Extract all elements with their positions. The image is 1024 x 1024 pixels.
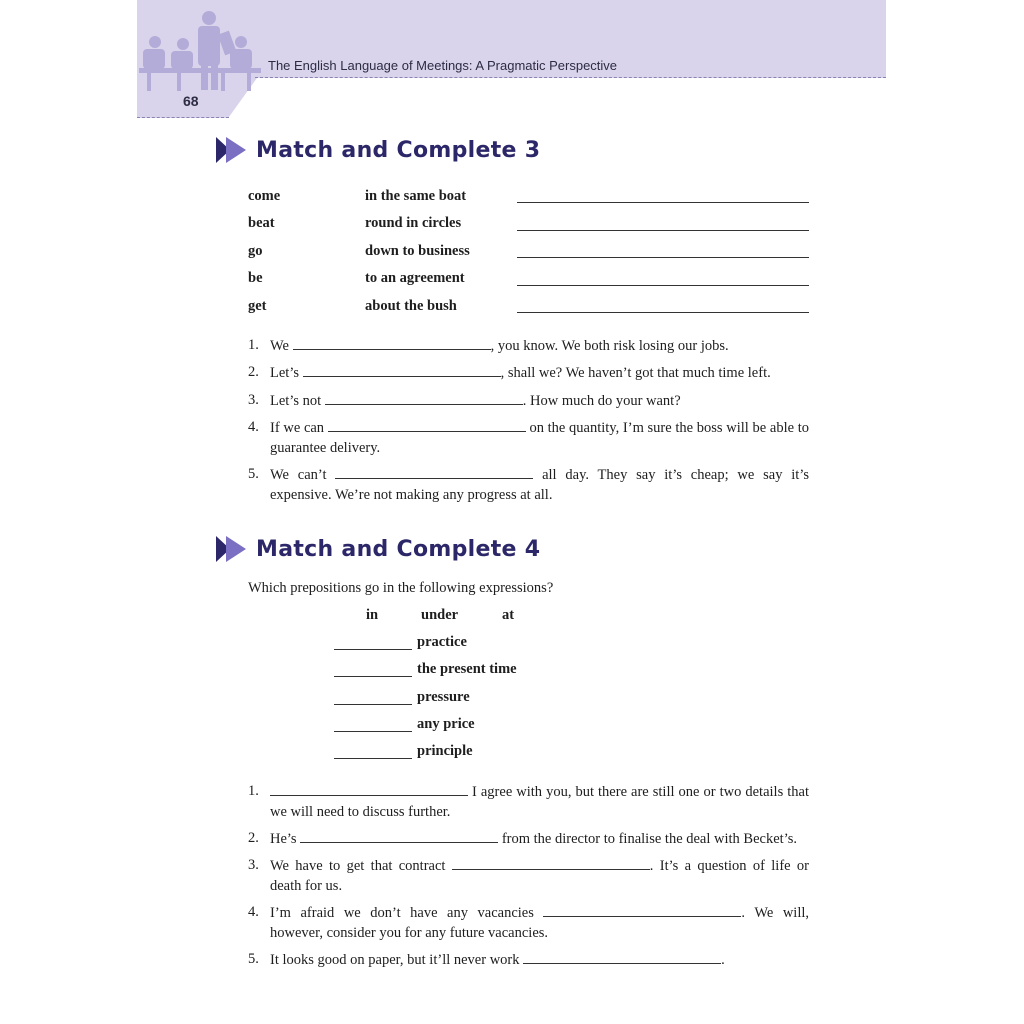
preposition-under: under	[421, 607, 459, 623]
exercise-item: 2. He’s from the director to finalise the deal with Becket’s.	[248, 830, 797, 847]
exercise-item: 5. We can’t all day. They say it’s cheap; we say it’s expensive. We’re not making any progress at all.	[248, 466, 809, 503]
match-right-1: in the same boat	[365, 188, 467, 204]
answer-blank[interactable]	[334, 635, 412, 650]
expression-1: practice	[417, 634, 467, 650]
exercise-item: 4. If we can on the quantity, I’m sure the boss will be able to guarantee delivery.	[248, 419, 809, 456]
preposition-in: in	[366, 607, 379, 623]
double-arrow-icon	[216, 536, 252, 562]
answer-blank[interactable]	[325, 390, 523, 405]
exercise-item: 5. It looks good on paper, but it’ll never work .	[248, 951, 725, 968]
answer-blank[interactable]	[300, 828, 498, 843]
answer-blank[interactable]	[335, 464, 533, 479]
match-right-2: round in circles	[365, 215, 462, 231]
match-left-2: beat	[248, 215, 275, 231]
match-left-5: get	[248, 298, 267, 314]
expression-4: any price	[417, 716, 475, 732]
document-page	[137, 0, 886, 1024]
match-left-3: go	[248, 243, 263, 259]
section-title: Match and Complete 3	[256, 137, 541, 163]
double-arrow-icon	[216, 137, 252, 163]
match-left-1: come	[248, 188, 281, 204]
answer-blank[interactable]	[293, 335, 491, 350]
exercise-item: 4. I’m afraid we don’t have any vacancies . We will, however, consider you for any future vacancies.	[248, 904, 810, 941]
answer-blank[interactable]	[517, 243, 809, 258]
exercise-item: 1. I agree with you, but there are still one or two details that we will need to discuss further.	[248, 783, 809, 820]
exercise-item: 2. Let’s , shall we? We haven’t got that much time left.	[248, 364, 771, 381]
book-title: The English Language of Meetings: A Pragmatic Perspective	[268, 58, 618, 73]
answer-blank[interactable]	[543, 902, 741, 917]
section-heading-4	[216, 536, 540, 562]
expression-3: pressure	[417, 689, 470, 705]
match-left-4: be	[248, 270, 263, 286]
answer-blank[interactable]	[517, 271, 809, 286]
page-number: 68	[183, 93, 199, 109]
section-title: Match and Complete 4	[256, 536, 541, 562]
meeting-people-icon	[137, 8, 262, 92]
answer-blank[interactable]	[270, 781, 468, 796]
answer-blank[interactable]	[334, 690, 412, 705]
answer-blank[interactable]	[334, 662, 412, 677]
expression-5: principle	[417, 743, 473, 759]
answer-blank[interactable]	[328, 417, 526, 432]
match-right-4: to an agreement	[365, 270, 465, 286]
answer-blank[interactable]	[452, 855, 650, 870]
answer-blank[interactable]	[334, 744, 412, 759]
preposition-at: at	[502, 607, 515, 623]
answer-blank[interactable]	[517, 298, 809, 313]
exercise-item: 3. We have to get that contract . It’s a question of life or death for us.	[248, 857, 809, 894]
tab-divider	[137, 117, 229, 118]
answer-blank[interactable]	[517, 188, 809, 203]
exercise-item: 1. We , you know. We both risk losing our jobs.	[248, 337, 729, 354]
instruction-text: Which prepositions go in the following expressions?	[248, 580, 554, 596]
match-right-3: down to business	[365, 243, 470, 259]
answer-blank[interactable]	[523, 949, 721, 964]
header-divider	[255, 77, 886, 78]
answer-blank[interactable]	[334, 717, 412, 732]
section-heading-3	[216, 137, 540, 163]
match-right-5: about the bush	[365, 298, 457, 314]
answer-blank[interactable]	[517, 216, 809, 231]
answer-blank[interactable]	[303, 362, 501, 377]
exercise-item: 3. Let’s not . How much do your want?	[248, 392, 681, 409]
expression-2: the present time	[417, 661, 517, 677]
